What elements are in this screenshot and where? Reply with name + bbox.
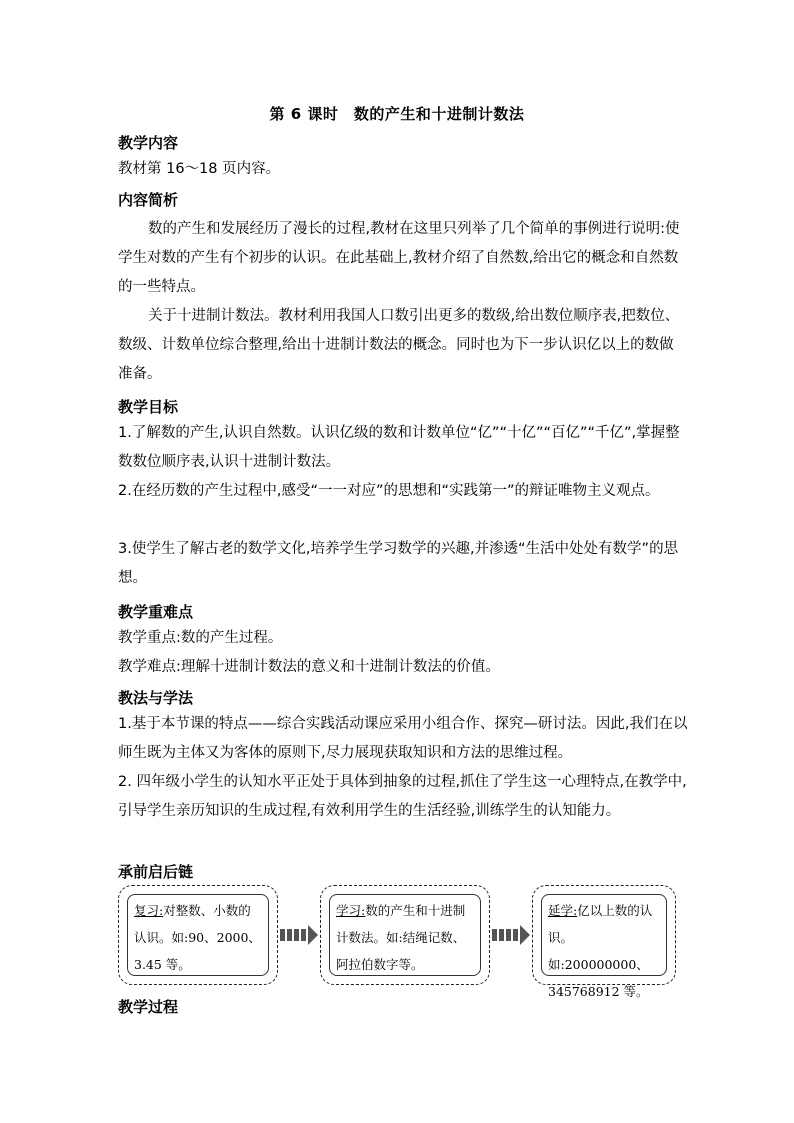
key-point: 教学重点:数的产生过程。 [118, 630, 283, 646]
heading-process: 教学过程 [118, 998, 179, 1016]
arrow-right-icon [280, 925, 318, 945]
heading-content: 教学内容 [118, 134, 179, 152]
heading-goals: 教学目标 [118, 398, 179, 416]
goal-item-2: 2.在经历数的产生过程中,感受“一一对应”的思想和“实践第一”的辩证唯物主义观点。 [118, 483, 660, 499]
content-text: 教材第 16～18 页内容。 [118, 161, 281, 177]
arrow-right-icon [492, 925, 530, 945]
heading-chain: 承前启后链 [118, 863, 194, 881]
review-text: 对整数、小数的认识。如:90、2000、3.45 等。 [134, 903, 261, 972]
review-label: 复习: [134, 903, 164, 918]
heading-methods: 教法与学法 [118, 689, 194, 707]
knowledge-chain-diagram [118, 885, 678, 999]
difficulty-point: 教学难点:理解十进制计数法的意义和十进制计数法的价值。 [118, 659, 500, 675]
learn-label: 学习: [336, 903, 366, 918]
goal-item-1: 1.了解数的产生,认识自然数。认识亿级的数和计数单位“亿”“十亿”“百亿”“千亿”,掌握整数数位顺序表,认识十进制计数法。 [118, 425, 680, 470]
heading-keypoints: 教学重难点 [118, 603, 194, 621]
extend-label: 延学: [548, 903, 578, 918]
extend-box [532, 885, 676, 999]
page-title: 第 6 课时 数的产生和十进制计数法 [269, 105, 525, 123]
method-item-1: 1.基于本节课的特点——综合实践活动课应采用小组合作、探究—研讨法。因此,我们在以师生既为主体又为客体的原则下,尽力展现获取知识和方法的思维过程。 [118, 716, 688, 761]
learn-text: 数的产生和十进制计数法。如:结绳记数、阿拉伯数字等。 [336, 903, 466, 972]
analysis-paragraph-1: 数的产生和发展经历了漫长的过程,教材在这里只列举了几个简单的事例进行说明:使学生对数的产生有个初步的认识。在此基础上,教材介绍了自然数,给出它的概念和自然数的一些特点。 [118, 221, 680, 295]
analysis-paragraph-2: 关于十进制计数法。教材利用我国人口数引出更多的数级,给出数位顺序表,把数位、数级、计数单位综合整理,给出十进制计数法的概念。同时也为下一步认识亿以上的数做准备。 [118, 308, 680, 382]
learn-box [320, 885, 490, 985]
goal-item-3: 3.使学生了解古老的数学文化,培养学生学习数学的兴趣,并渗透“生活中处处有数学”的思想。 [118, 541, 679, 586]
method-item-2: 2. 四年级小学生的认知水平正处于具体到抽象的过程,抓住了学生这一心理特点,在教学中,引导学生亲历知识的生成过程,有效利用学生的生活经验,训练学生的认知能力。 [118, 774, 687, 819]
review-box [118, 885, 278, 985]
extend-text: 亿以上数的认识。如:200000000、345768912 等。 [548, 903, 653, 999]
heading-analysis: 内容简析 [118, 191, 179, 209]
